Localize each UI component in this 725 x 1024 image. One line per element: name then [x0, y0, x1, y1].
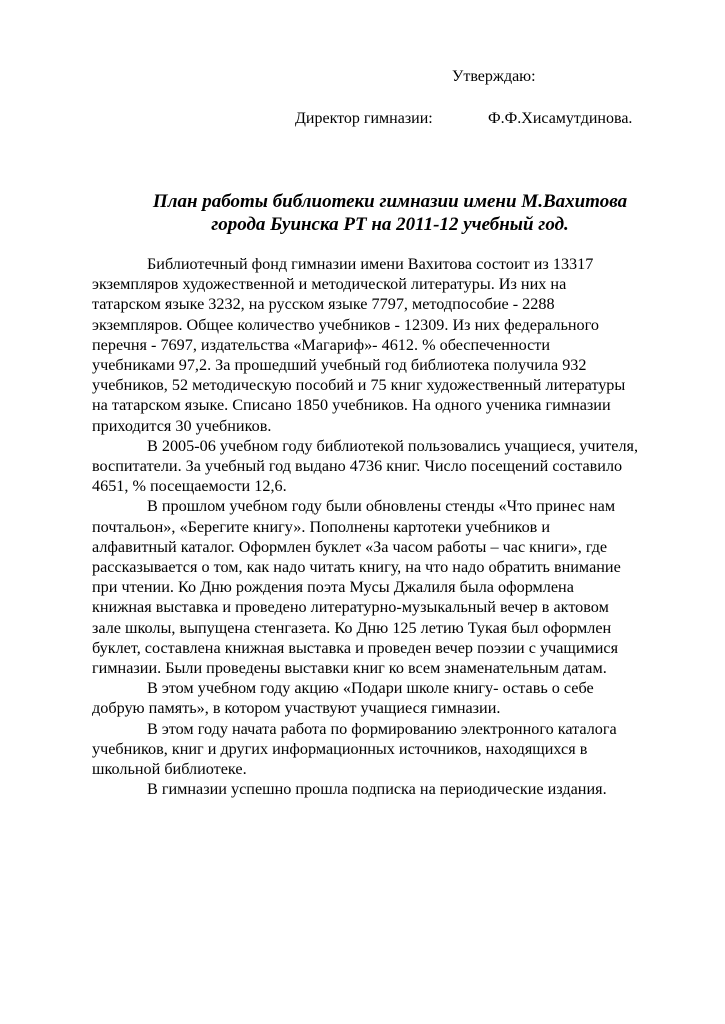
paragraph-line: буклет, составлена книжная выставка и проведен вечер поэзии с учащимися — [92, 638, 619, 657]
paragraph-line: воспитатели. За учебный год выдано 4736 книг. Число посещений составило — [92, 457, 623, 476]
paragraph-line: почтальон», «Берегите книгу». Пополнены картотеки учебников и — [92, 517, 551, 536]
approval-label: Утверждаю: — [452, 68, 536, 85]
paragraph-line: перечня - 7697, издательства «Магариф»- 4612. % обеспеченности — [92, 335, 551, 354]
paragraph — [92, 496, 682, 678]
paragraph-line: В этом году начата работа по формированию электронного каталога — [147, 719, 617, 738]
paragraph — [92, 779, 682, 799]
document-body — [92, 254, 682, 799]
paragraph — [92, 678, 682, 718]
document-title — [100, 190, 680, 236]
paragraph-line: при чтении. Ко Дню рождения поэта Мусы Джалиля была оформлена — [92, 578, 574, 597]
paragraph-line: приходится 30 учебников. — [92, 416, 272, 435]
paragraph-line: книжная выставка и проведено литературно-музыкальный вечер в актовом — [92, 598, 609, 617]
paragraph-line: учебников, 52 методическую пособий и 75 книг художественный литературы — [92, 376, 626, 395]
paragraph-line: зале школы, выпущена стенгазета. Ко Дню 125 летию Тукая был оформлен — [92, 618, 612, 637]
paragraph-line: татарском языке 3232, на русском языке 7797, методпособие - 2288 — [92, 295, 555, 314]
paragraph-line: экземпляров художественной и методической литературы. Из них на — [92, 275, 567, 294]
paragraph-line: В этом учебном году акцию «Подари школе книгу- оставь о себе — [147, 679, 594, 698]
paragraph — [92, 719, 682, 780]
paragraph-line: В прошлом учебном году были обновлены стенды «Что принес нам — [147, 497, 616, 516]
paragraph-line: учебников, книг и других информационных источников, находящихся в — [92, 739, 588, 758]
title-line: города Буинска РТ на 2011-12 учебный год. — [211, 214, 569, 235]
paragraph-line: В 2005-06 учебном году библиотекой пользовались учащиеся, учителя, — [147, 436, 639, 455]
paragraph-line: гимназии. Были проведены выставки книг ко всем знаменательным датам. — [92, 659, 607, 678]
paragraph-line: рассказывается о том, как надо читать книгу, на что надо обратить внимание — [92, 558, 621, 577]
paragraph — [92, 254, 682, 436]
paragraph-line: школьной библиотеке. — [92, 760, 247, 779]
title-line: План работы библиотеки гимназии имени М.Вахитова — [152, 191, 628, 212]
paragraph-line: 4651, % посещаемости 12,6. — [92, 477, 287, 496]
paragraph — [92, 436, 682, 497]
director-name: Ф.Ф.Хисамутдинова. — [488, 110, 633, 127]
paragraph-line: учебниками 97,2. За прошедший учебный год библиотека получила 932 — [92, 356, 587, 375]
director-label: Директор гимназии: — [295, 110, 433, 127]
paragraph-line: алфавитный каталог. Оформлен буклет «За часом работы – час книги», где — [92, 537, 608, 556]
paragraph-line: В гимназии успешно прошла подписка на периодические издания. — [147, 780, 607, 799]
paragraph-line: экземпляров. Общее количество учебников - 12309. Из них федерального — [92, 315, 599, 334]
paragraph-line: добрую память», в котором участвуют учащиеся гимназии. — [92, 699, 501, 718]
paragraph-line: Библиотечный фонд гимназии имени Вахитова состоит из 13317 — [147, 255, 594, 273]
paragraph-line: на татарском языке. Списано 1850 учебников. На одного ученика гимназии — [92, 396, 611, 415]
